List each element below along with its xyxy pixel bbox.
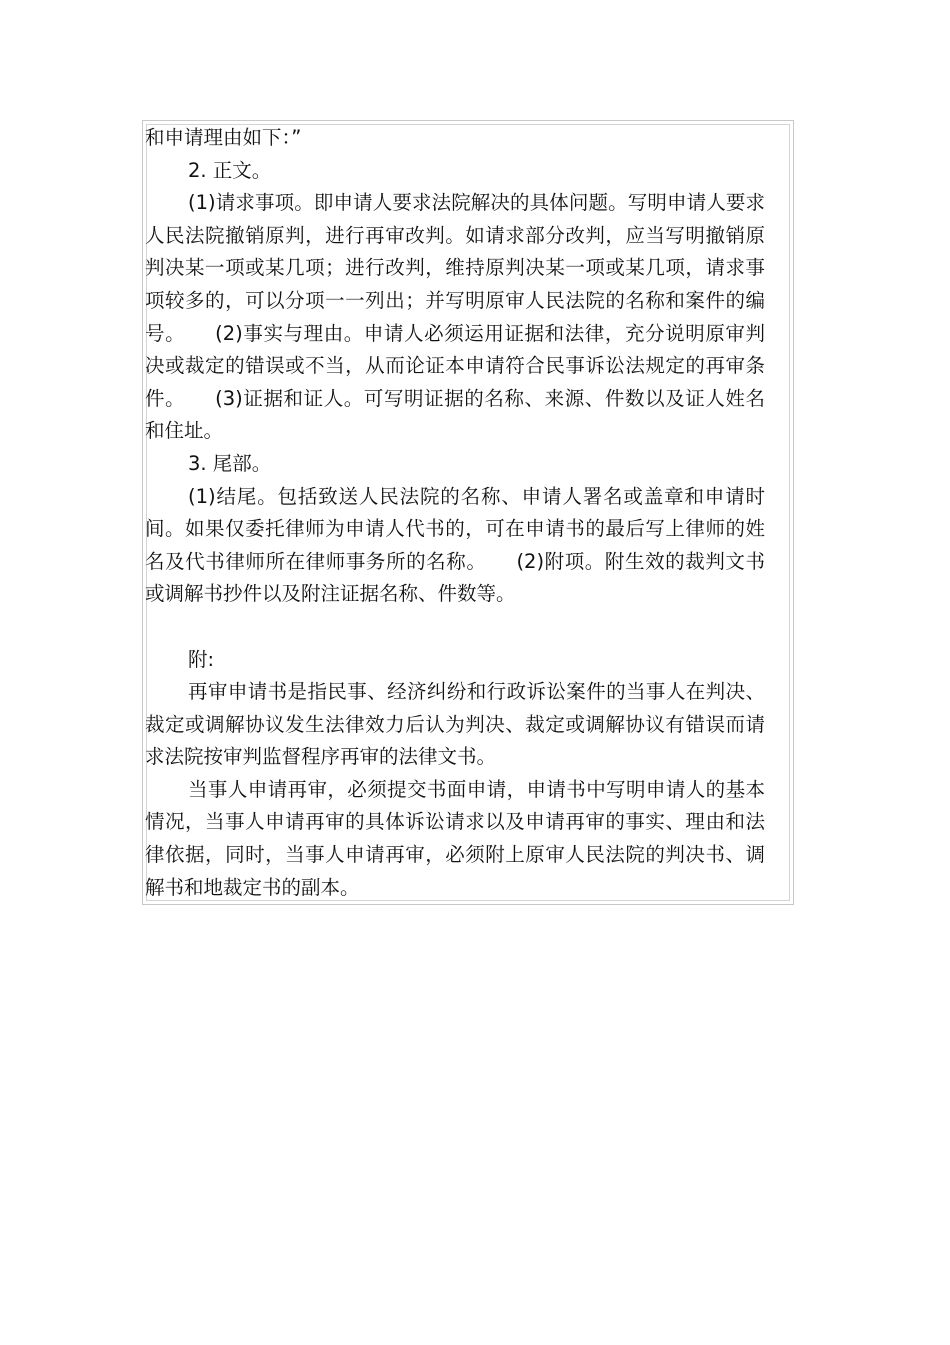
section-3-paragraph bbox=[145, 481, 765, 611]
facts-reasons-text: (2)事实与理由。申请人必须运用证据和法律，充分说明原审判决或裁定的错误或不当，从而论证本申请符合民事诉讼法规定的再审条件。 bbox=[145, 321, 765, 410]
appendix-paragraph-1: 再审申请书是指民事、经济纠纷和行政诉讼案件的当事人在判决、裁定或调解协议发生法律效力后认为判决、裁定或调解协议有错误而请求法院按审判监督程序再审的法律文书。 bbox=[145, 680, 765, 769]
section-2-heading: 2. 正文。 bbox=[188, 158, 272, 182]
document-body bbox=[145, 122, 765, 904]
appendix-label: 附: bbox=[188, 647, 215, 671]
section-3-heading: 3. 尾部。 bbox=[188, 451, 272, 475]
evidence-witness-text: (3)证据和证人。可写明证据的名称、来源、件数以及证人姓名和住址。 bbox=[145, 386, 765, 443]
section-2-paragraph bbox=[145, 187, 765, 448]
request-items-text: (1)请求事项。即申请人要求法院解决的具体问题。写明申请人要求人民法院撤销原判，进行再审改判。如请求部分改判，应当写明撤销原判决某一项或某几项；进行改判，维持原判决某一项或某几项，请求事项较多的，可以分项一一列出；并写明原审人民法院的名称和案件的编号。 bbox=[145, 191, 765, 345]
blank-line bbox=[145, 611, 765, 644]
appendix-paragraph-2: 当事人申请再审，必须提交书面申请，申请书中写明申请人的基本情况，当事人申请再审的具体诉讼请求以及申请再审的事实、理由和法律依据，同时，当事人申请再审，必须附上原审人民法院的判决书、调解书和地裁定书的副本。 bbox=[145, 777, 765, 899]
closing-text: (1)结尾。包括致送人民法院的名称、申请人署名或盖章和申请时间。如果仅委托律师为申请人代书的，可在申请书的最后写上律师的姓名及代书律师所在律师事务所的名称。 bbox=[145, 484, 765, 573]
opening-line: 和申请理由如下：” bbox=[145, 126, 302, 149]
attachments-text: (2)附项。附生效的裁判文书或调解书抄件以及附注证据名称、件数等。 bbox=[145, 549, 765, 606]
